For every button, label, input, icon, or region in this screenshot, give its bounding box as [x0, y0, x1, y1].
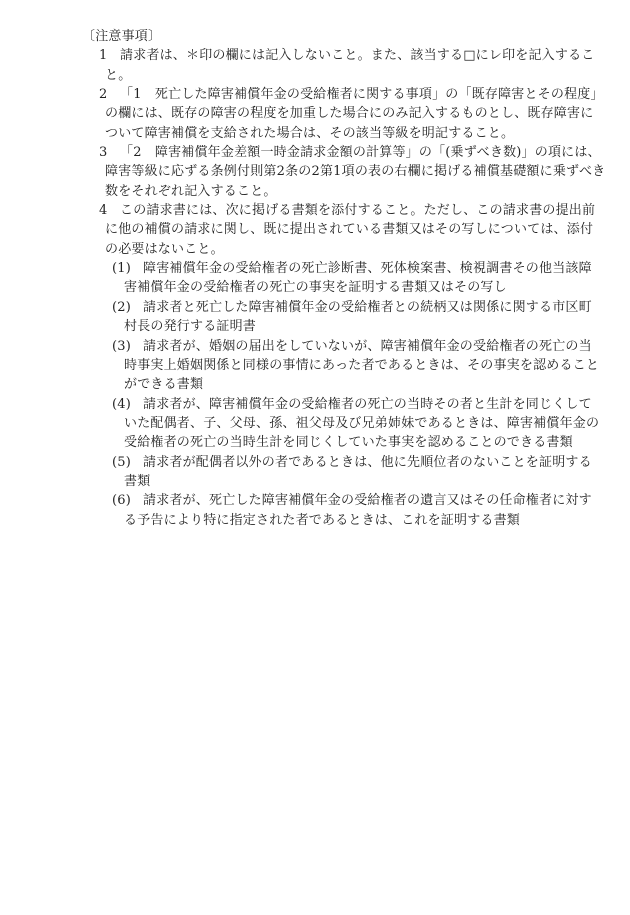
attachment-item-text: ができる書類: [124, 377, 204, 393]
attachment-item-line: [0, 356, 630, 375]
attachment-item-text: いた配偶者、子、父母、孫、祖父母及び兄弟姉妹であるときは、障害補償年金の: [124, 415, 600, 431]
note-item-text: 数をそれぞれ記入すること。: [105, 183, 277, 199]
attachment-item-text: 障害補償年金の受給権者の死亡診断書、死体検案書、検視調書その他当該障: [143, 261, 592, 277]
attachment-item-line: [0, 414, 630, 433]
attachment-list: [0, 259, 630, 530]
attachment-item-line: [0, 278, 630, 297]
attachment-item-line: [0, 337, 630, 356]
attachment-item-number: (1): [112, 261, 132, 277]
note-item-text: に他の補償の請求に関し、既に提出されている書類又はその写しについては、添付: [105, 222, 594, 238]
attachment-item-line: [0, 511, 630, 530]
note-item: [0, 201, 630, 259]
note-item-line: [0, 201, 630, 220]
attachment-item-line: [0, 491, 630, 510]
note-item-line: [0, 85, 630, 104]
attachment-item-text: 時事実上婚姻関係と同様の事情にあった者であるときは、その事実を認めること: [124, 357, 600, 373]
note-item-text: 「2 障害補償年金差額一時金請求金額の計算等」の「(乗ずべき数)」の項には、: [120, 145, 601, 161]
attachment-item-number: (4): [112, 396, 132, 412]
note-item-text: 「1 死亡した障害補償年金の受給権者に関する事項」の「既存障害とその程度」: [120, 87, 604, 103]
attachment-item-text: 請求者と死亡した障害補償年金の受給権者との続柄又は関係に関する市区町: [143, 299, 592, 315]
attachment-item-number: (3): [112, 338, 132, 354]
attachment-item: [0, 298, 630, 337]
note-item-line: [0, 143, 630, 162]
attachment-item-number: (5): [112, 454, 132, 470]
note-item-number: 2: [99, 87, 108, 103]
attachment-item-line: [0, 472, 630, 491]
note-item-number: 1: [99, 48, 108, 64]
attachment-item-text: 請求者が、障害補償年金の受給権者の死亡の当時その者と生計を同じくして: [143, 396, 592, 412]
attachment-item: [0, 491, 630, 530]
attachment-item-text: 村長の発行する証明書: [124, 319, 257, 335]
attachment-item-number: (2): [112, 299, 132, 315]
note-item-line: [0, 66, 630, 85]
notes-document: [0, 27, 630, 530]
note-item-number: 3: [99, 145, 108, 161]
attachment-item-line: [0, 433, 630, 452]
note-item: [0, 85, 630, 143]
note-item-text: の欄には、既存の障害の程度を加重した場合にのみ記入するものとし、既存障害に: [105, 106, 594, 122]
note-item-line: [0, 240, 630, 259]
attachment-item: [0, 395, 630, 453]
attachment-item: [0, 259, 630, 298]
note-item-text: と。: [105, 67, 132, 83]
attachment-item-line: [0, 298, 630, 317]
note-item: [0, 46, 630, 85]
attachment-item-text: 請求者が配偶者以外の者であるときは、他に先順位者のないことを証明する: [143, 454, 592, 470]
attachment-item-line: [0, 375, 630, 394]
note-item-text: この請求書には、次に掲げる書類を添付すること。ただし、この請求書の提出前: [120, 203, 596, 219]
attachment-item-text: 請求者が、死亡した障害補償年金の受給権者の遺言又はその任命権者に対す: [143, 493, 592, 509]
note-item-line: [0, 162, 630, 181]
note-item-text: 障害等級に応ずる条例付則第2条の2第1項の表の右欄に掲げる補償基礎額に乗ずべき: [105, 164, 606, 180]
attachment-item-text: 受給権者の死亡の当時生計を同じくしていた事実を認めることのできる書類: [124, 435, 573, 451]
attachment-item-line: [0, 395, 630, 414]
notes-list: [0, 46, 630, 259]
attachment-item-line: [0, 453, 630, 472]
attachment-item-line: [0, 259, 630, 278]
note-item: [0, 143, 630, 201]
attachment-item: [0, 337, 630, 395]
note-item-number: 4: [99, 203, 108, 219]
attachment-item-number: (6): [112, 493, 132, 509]
notes-heading: 〔注意事項〕: [82, 29, 162, 44]
note-item-line: [0, 124, 630, 143]
note-item-line: [0, 182, 630, 201]
attachment-item-text: る予告により特に指定された者であるときは、これを証明する書類: [124, 512, 521, 528]
note-item-text: ついて障害補償を支給された場合は、その該当等級を明記すること。: [105, 125, 515, 141]
attachment-item-text: 害補償年金の受給権者の死亡の事実を証明する書類又はその写し: [124, 280, 507, 296]
attachment-item-text: 請求者が、婚姻の届出をしていないが、障害補償年金の受給権者の死亡の当: [143, 338, 592, 354]
attachment-item: [0, 453, 630, 492]
note-item-line: [0, 46, 630, 65]
note-item-line: [0, 220, 630, 239]
note-item-text: 請求者は、＊印の欄には記入しないこと。また、該当する□にレ印を記入するこ: [120, 48, 595, 64]
note-item-line: [0, 104, 630, 123]
attachment-item-text: 書類: [124, 473, 151, 489]
attachment-item-line: [0, 317, 630, 336]
note-item-text: の必要はないこと。: [105, 241, 224, 257]
